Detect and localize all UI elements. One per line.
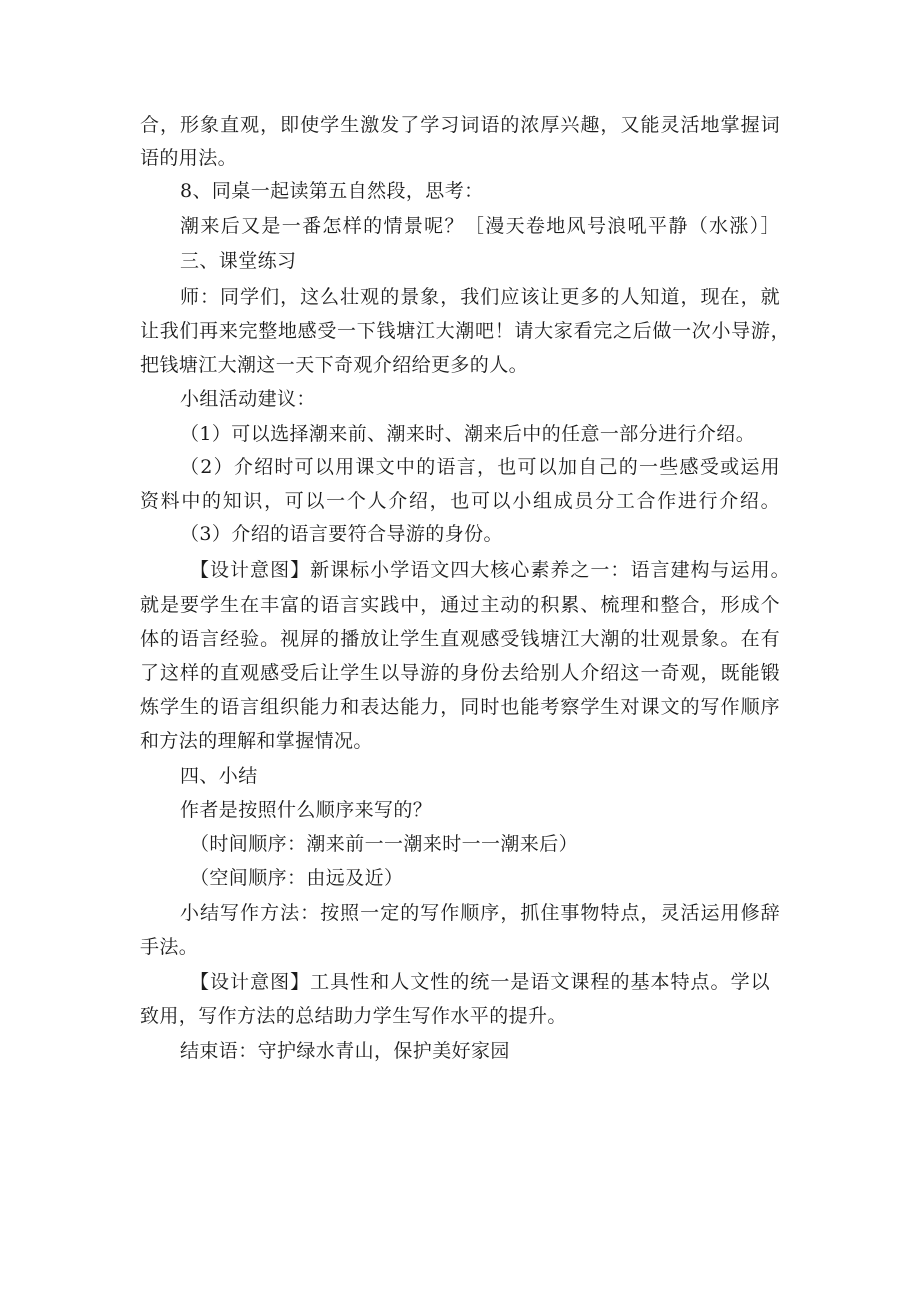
section-heading: 三、课堂练习 xyxy=(180,250,297,272)
list-item: （1）可以选择潮来前、潮来时、潮来后中的任意一部分进行介绍。 xyxy=(180,423,756,445)
paragraph-line: （空间顺序：由远及近） xyxy=(190,867,404,889)
design-intent-line: 【设计意图】新课标小学语文四大核心素养之一：语言建构与运用。 xyxy=(190,559,790,581)
paragraph-line: 语的用法。 xyxy=(140,147,238,169)
paragraph-line: 潮来后又是一番怎样的情景呢？［漫天卷地风号浪吼平静（水涨）］ xyxy=(180,215,780,237)
closing-line: 结束语：守护绿水青山，保护美好家园 xyxy=(180,1040,510,1062)
paragraph-line: 8、同桌一起读第五自然段，思考： xyxy=(180,180,484,202)
paragraph-line: 把钱塘江大潮这一天下奇观介绍给更多的人。 xyxy=(140,354,529,376)
paragraph-line: 手法。 xyxy=(140,936,199,958)
design-intent-line: 就是要学生在丰富的语言实践中，通过主动的积累、梳理和整合，形成个 xyxy=(140,594,780,616)
paragraph-line: （时间顺序：潮来前一一潮来时一一潮来后） xyxy=(190,833,579,855)
paragraph-line: 让我们再来完整地感受一下钱塘江大潮吧！请大家看完之后做一次小导游， xyxy=(140,320,790,342)
design-intent-line: 体的语言经验。视屏的播放让学生直观感受钱塘江大潮的壮观景象。在有 xyxy=(140,628,780,650)
list-item: 资料中的知识，可以一个人介绍，也可以小组成员分工合作进行介绍。 xyxy=(140,490,780,512)
design-intent-line: 炼学生的语言组织能力和表达能力，同时也能考察学生对课文的写作顺序 xyxy=(140,696,780,718)
paragraph-line: 小结写作方法：按照一定的写作顺序，抓住事物特点，灵活运用修辞 xyxy=(180,902,780,924)
design-intent-line: 了这样的直观感受后让学生以导游的身份去给别人介绍这一奇观，既能锻 xyxy=(140,662,780,684)
design-intent-line: 和方法的理解和掌握情况。 xyxy=(140,730,373,752)
design-intent-line: 致用，写作方法的总结助力学生写作水平的提升。 xyxy=(140,1005,567,1027)
paragraph-line: 小组活动建议： xyxy=(180,388,316,410)
paragraph-line: 作者是按照什么顺序来写的？ xyxy=(180,799,433,821)
list-item: （2）介绍时可以用课文中的语言，也可以加自己的一些感受或运用 xyxy=(180,456,780,478)
list-item: （3）介绍的语言要符合导游的身份。 xyxy=(180,523,503,545)
paragraph-line: 师：同学们，这么壮观的景象，我们应该让更多的人知道，现在，就 xyxy=(180,286,780,308)
section-heading: 四、小结 xyxy=(180,765,258,787)
paragraph-line: 合，形象直观，即使学生激发了学习词语的浓厚兴趣，又能灵活地掌握词 xyxy=(140,114,780,136)
design-intent-line: 【设计意图】工具性和人文性的统一是语文课程的基本特点。学以 xyxy=(190,971,770,993)
